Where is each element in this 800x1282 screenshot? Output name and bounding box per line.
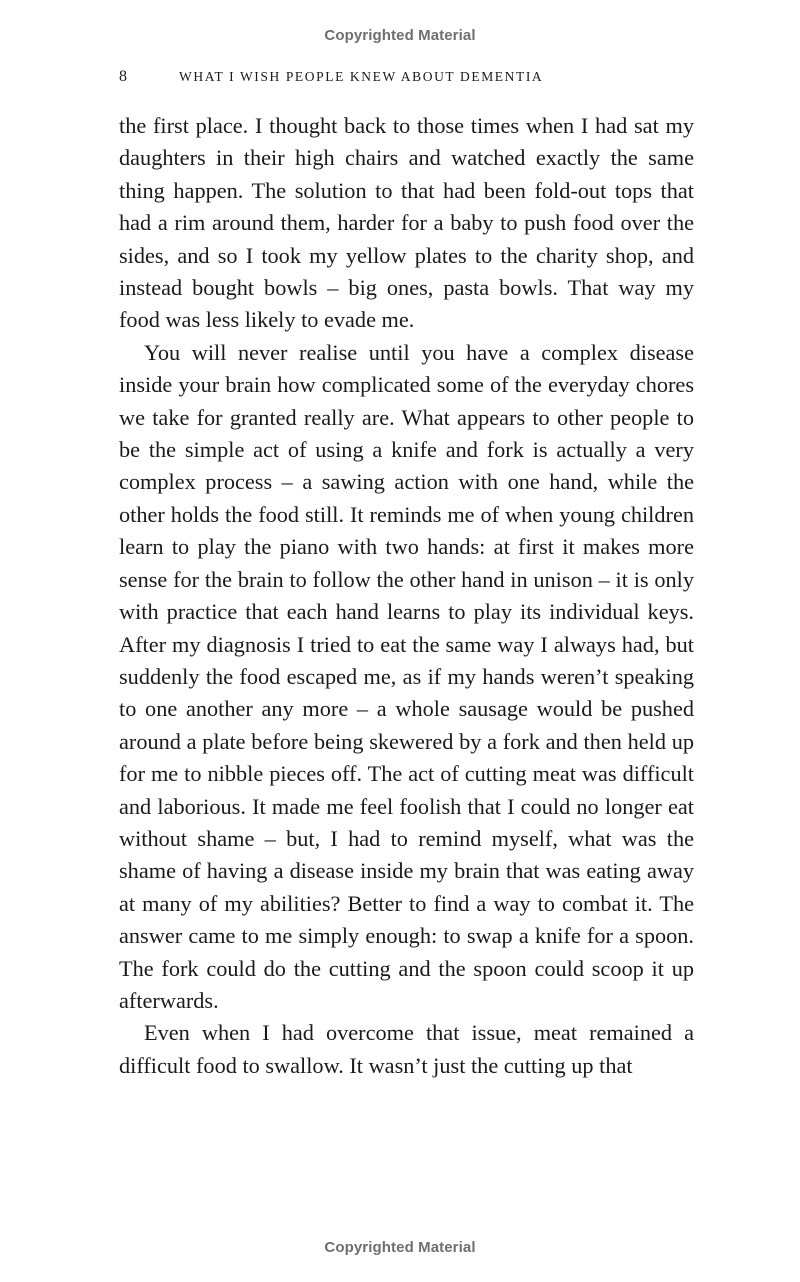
paragraph-continuation: the first place. I thought back to those times when I had sat my daughters in their high chairs and watched exactly the same thing happen. The solution to that had been fold-out tops that had a rim around them, harder for a baby to push food over the sides, and so I took my yellow plates to the charity shop, and instead bought bowls – big ones, pasta bowls. That way my food was less likely to evade me. (119, 113, 694, 333)
paragraph: You will never realise until you have a complex disease inside your brain how complicated some of the everyday chores we take for granted really are. What appears to other people to be the simple act of using a knife and fork is actually a very complex process – a sawing action with one hand, while the other holds the food still. It reminds me of when young children learn to play the piano with two hands: at first it makes more sense for the brain to follow the other hand in unison – it is only with practice that each hand learns to play its individual keys. After my diagnosis I tried to eat the same way I always had, but suddenly the food escaped me, as if my hands weren’t speaking to one another any more – a whole sausage would be pushed around a plate before being skewered by a fork and then held up for me to nibble pieces off. The act of cutting meat was difficult and laborious. It made me feel foolish that I could no longer eat without shame – but, I had to remind myself, what was the shame of having a disease inside my brain that was eating away at many of my abilities? Better to find a way to combat it. The answer came to me simply enough: to swap a knife for a spoon. The fork could do the cutting and the spoon could scoop it up afterwards. (119, 339, 694, 1013)
copyright-watermark-bottom: Copyrighted Material (324, 1239, 476, 1256)
copyright-watermark-top: Copyrighted Material (324, 27, 476, 44)
page-body-text (119, 110, 694, 1082)
page-number: 8 (119, 68, 127, 85)
running-header (119, 68, 694, 88)
running-book-title: WHAT I WISH PEOPLE KNEW ABOUT DEMENTIA (179, 69, 544, 84)
paragraph: Even when I had overcome that issue, meat remained a difficult food to swallow. It wasn’t just the cutting up that (119, 1020, 694, 1078)
